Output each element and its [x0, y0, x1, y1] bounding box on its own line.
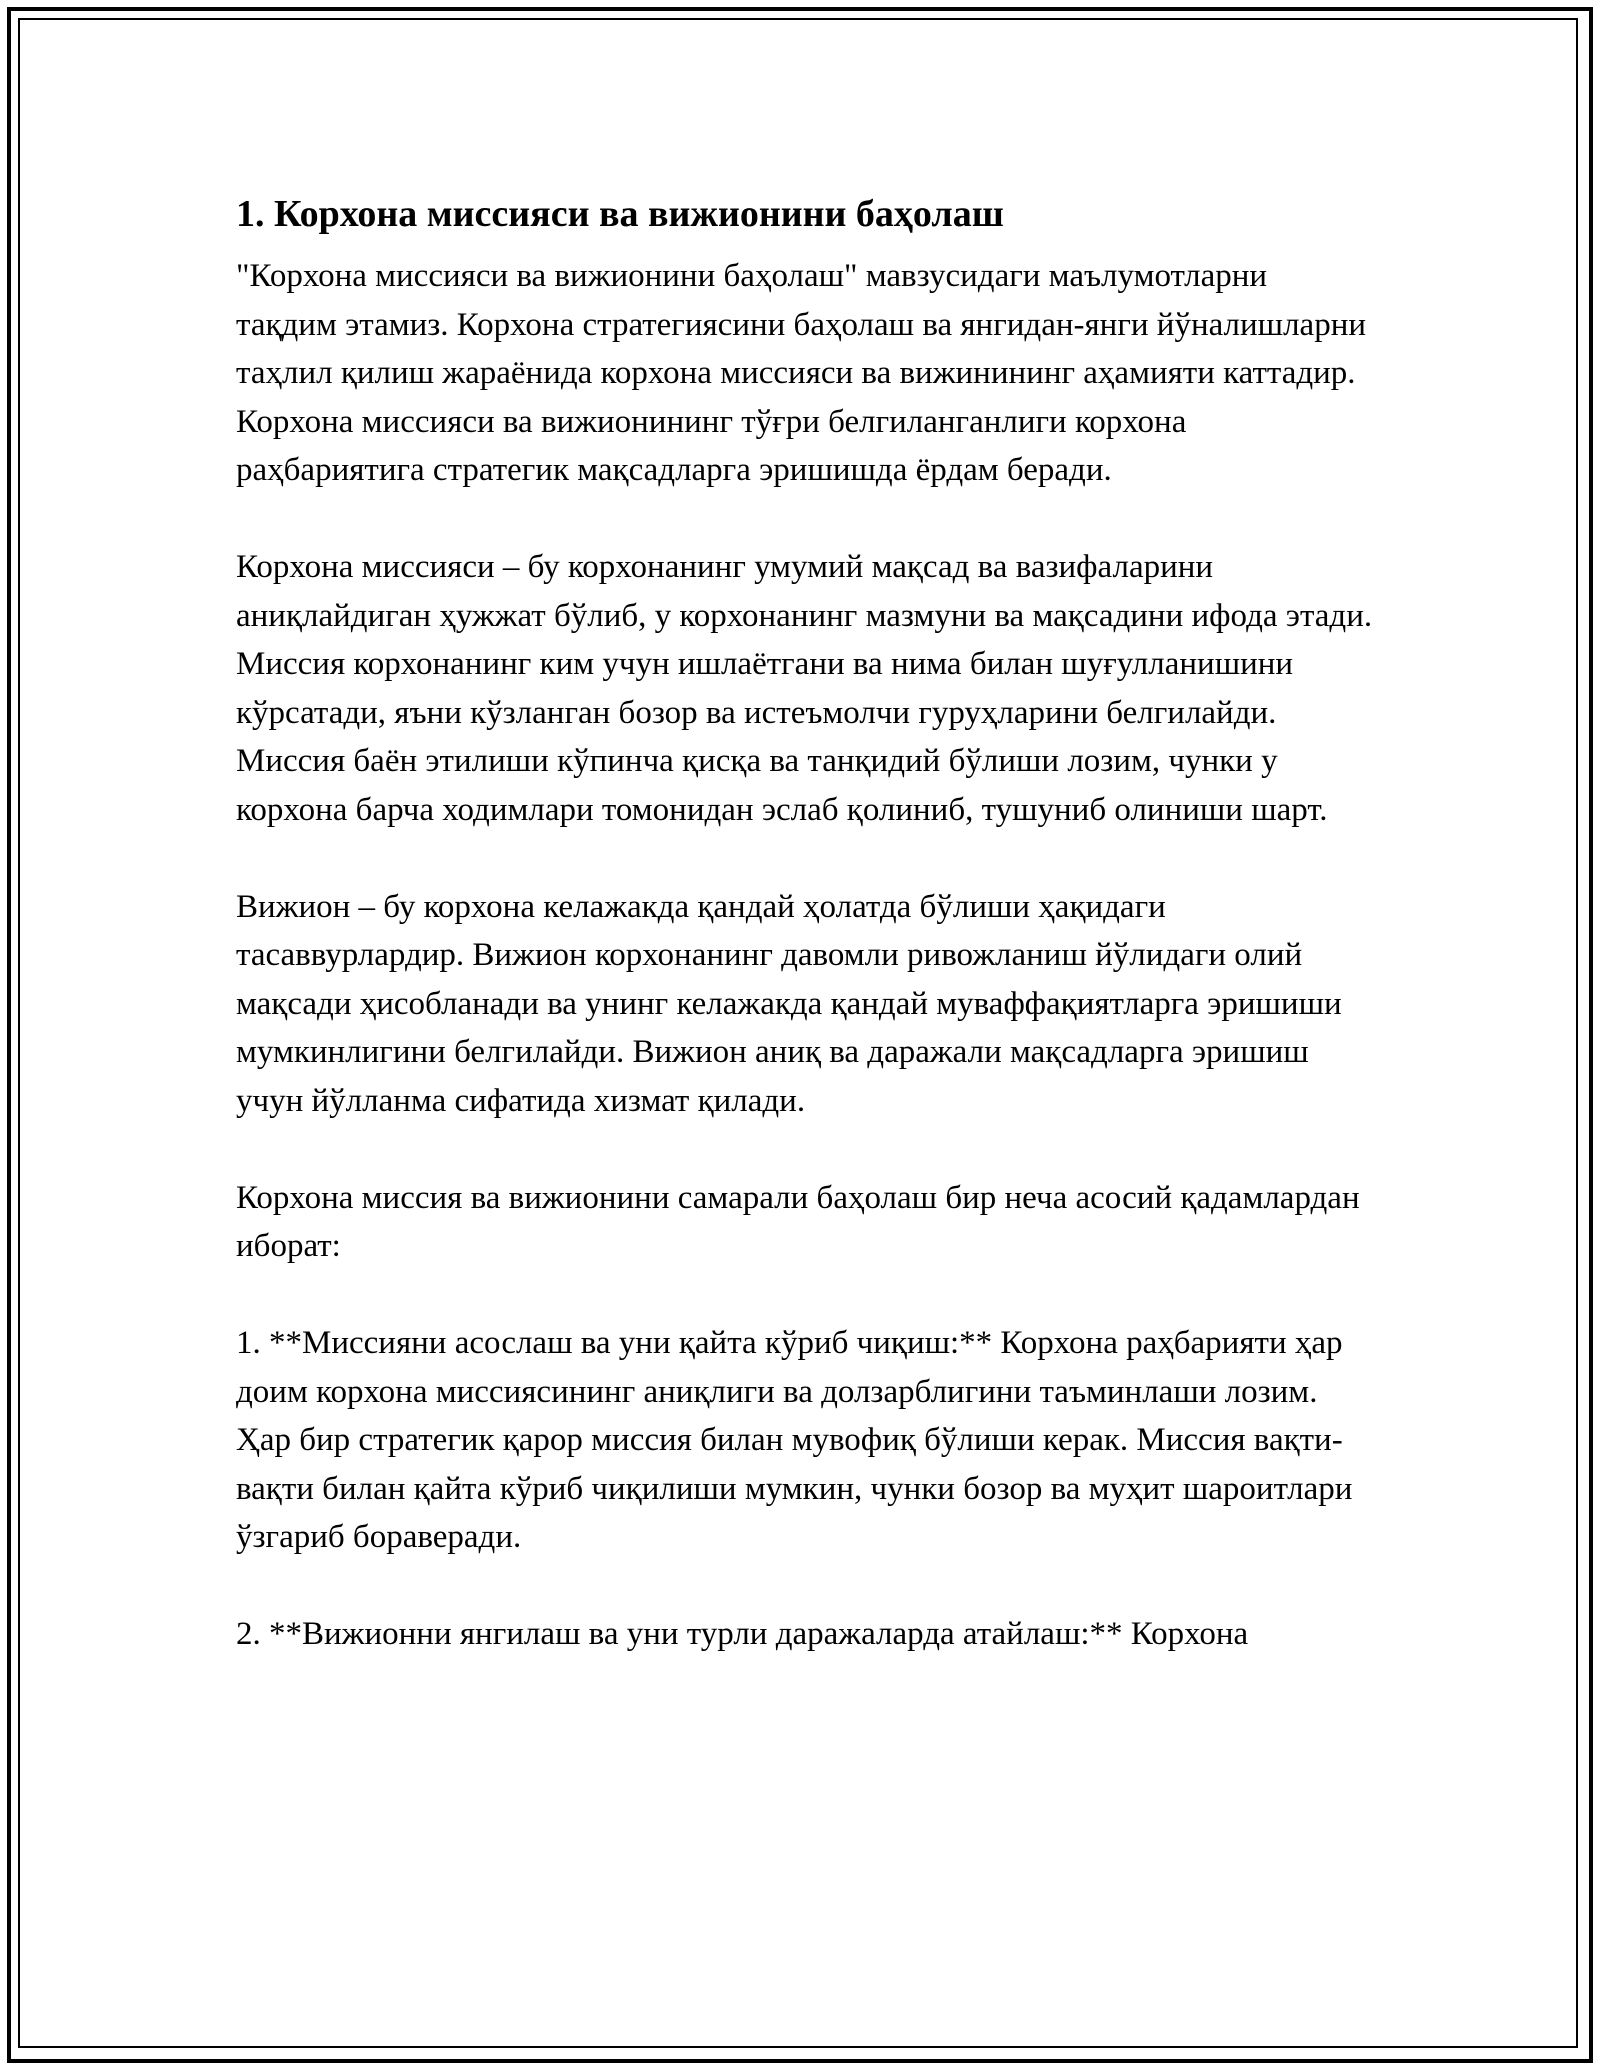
list-item-2: 2. **Вижионни янгилаш ва уни турли даражаларда атайлаш:** Корхона	[236, 1616, 1249, 1652]
list-item-1: 1. **Миссияни асослаш ва уни қайта кўриб чиқиш:** Корхона раҳбарияти ҳар доим корхона миссиясининг аниқлиги ва долзарблигини таъминлаши лозим. Ҳар бир стратегик қарор миссия билан мувофиқ бўлиши керак. Миссия вақти-вақти билан қайта кўриб чиқилиши мумкин, чунки бозор ва муҳит шароитлари ўзгариб бораверади.	[236, 1325, 1353, 1555]
document-body	[236, 186, 1376, 1659]
paragraph-intro: "Корхона миссияси ва вижионини баҳолаш" мавзусидаги маълумотларни тақдим этамиз. Корхона стратегиясини баҳолаш ва янгидан-янги йўналишларни таҳлил қилиш жараёнида корхона миссияси ва вижинининг аҳамияти каттадир. Корхона миссияси ва вижионининг тўғри белгиланганлиги корхона раҳбариятига стратегик мақсадларга эришишда ёрдам беради.	[236, 258, 1367, 488]
document-heading: 1. Корхона миссияси ва вижионини баҳолаш	[236, 193, 1004, 235]
paragraph-mission: Корхона миссияси – бу корхонанинг умумий мақсад ва вазифаларини аниқлайдиган ҳужжат бўлиб, у корхонанинг мазмуни ва мақсадини ифода этади. Миссия корхонанинг ким учун ишлаётгани ва нима билан шуғулланишини кўрсатади, яъни кўзланган бозор ва истеъмолчи гуруҳларини белгилайди. Миссия баён этилиши кўпинча қисқа ва танқидий бўлиши лозим, чунки у корхона барча ходимлари томонидан эслаб қолиниб, тушуниб олиниши шарт.	[236, 549, 1373, 828]
paragraph-steps-intro: Корхона миссия ва вижионини самарали баҳолаш бир неча асосий қадамлардан иборат:	[236, 1179, 1360, 1264]
paragraph-vision: Вижион – бу корхона келажакда қандай ҳолатда бўлиши ҳақидаги тасаввурлардир. Вижион корхонанинг давомли ривожланиш йўлидаги олий мақсади ҳисобланади ва унинг келажакда қандай муваффақиятларга эришиши мумкинлигини белгилайди. Вижион аниқ ва даражали мақсадларга эришиш учун йўлланма сифатида хизмат қилади.	[236, 888, 1342, 1119]
